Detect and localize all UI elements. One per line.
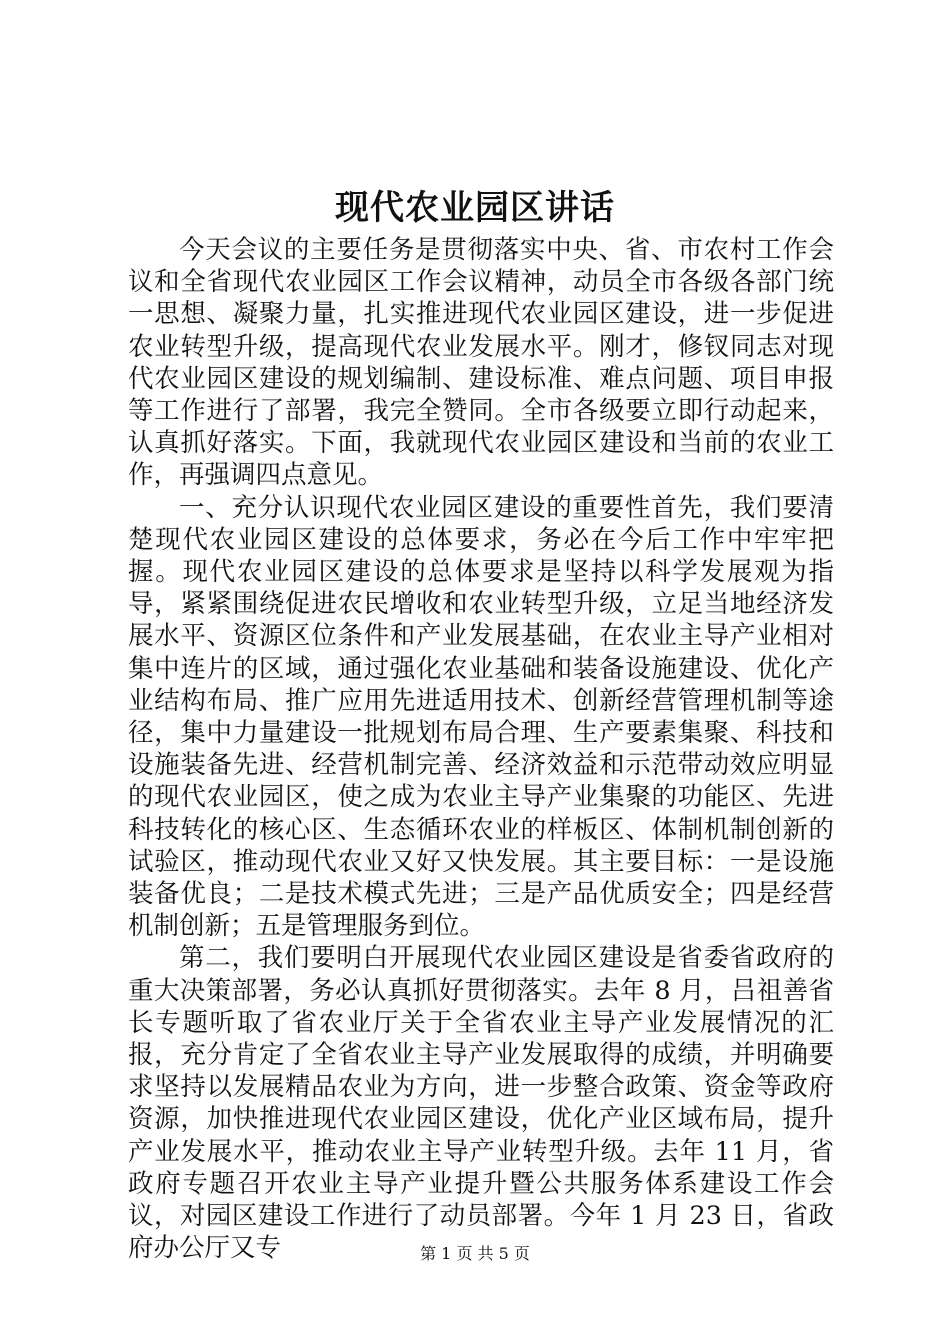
- page-footer: 第 1 页 共 5 页: [420, 1244, 530, 1263]
- document-body: [128, 234, 834, 1265]
- paragraph-intro: 今天会议的主要任务是贯彻落实中央、省、市农村工作会议和全省现代农业园区工作会议精神，动员全市各级各部门统一思想、凝聚力量，扎实推进现代农业园区建设，进一步促进农业转型升级，提高现代农业发展水平。刚才，修钗同志对现代农业园区建设的规划编制、建设标准、难点问题、项目申报等工作进行了部署，我完全赞同。全市各级要立即行动起来，认真抓好落实。下面，我就现代农业园区建设和当前的农业工作，再强调四点意见。: [128, 235, 834, 491]
- document-title: 现代农业园区讲话: [335, 188, 615, 228]
- paragraph-section-two: 第二，我们要明白开展现代农业园区建设是省委省政府的重大决策部署，务必认真抓好贯彻落实。去年 8 月，吕祖善省长专题听取了省农业厅关于全省农业主导产业发展情况的汇报，充分肯定了全省农业主导产业发展取得的成绩，并明确要求坚持以发展精品农业为方向，进一步整合政策、资金等政府资源，加快推进现代农业园区建设，优化产业区域布局，提升产业发展水平，推动农业主导产业转型升级。去年 11 月，省政府专题召开农业主导产业提升暨公共服务体系建设工作会议，对园区建设工作进行了动员部署。今年 1 月 23 日，省政府办公厅又专: [128, 943, 834, 1264]
- paragraph-section-one: 一、充分认识现代农业园区建设的重要性首先，我们要清楚现代农业园区建设的总体要求，务必在今后工作中牢牢把握。现代农业园区建设的总体要求是坚持以科学发展观为指导，紧紧围绕促进农民增收和农业转型升级，立足当地经济发展水平、资源区位条件和产业发展基础，在农业主导产业相对集中连片的区域，通过强化农业基础和装备设施建设、优化产业结构布局、推广应用先进适用技术、创新经营管理机制等途径，集中力量建设一批规划布局合理、生产要素集聚、科技和设施装备先进、经营机制完善、经济效益和示范带动效应明显的现代农业园区，使之成为农业主导产业集聚的功能区、先进科技转化的核心区、生态循环农业的样板区、体制机制创新的试验区，推动现代农业又好又快发展。其主要目标：一是设施装备优良；二是技术模式先进；三是产品优质安全；四是经营机制创新；五是管理服务到位。: [128, 492, 834, 942]
